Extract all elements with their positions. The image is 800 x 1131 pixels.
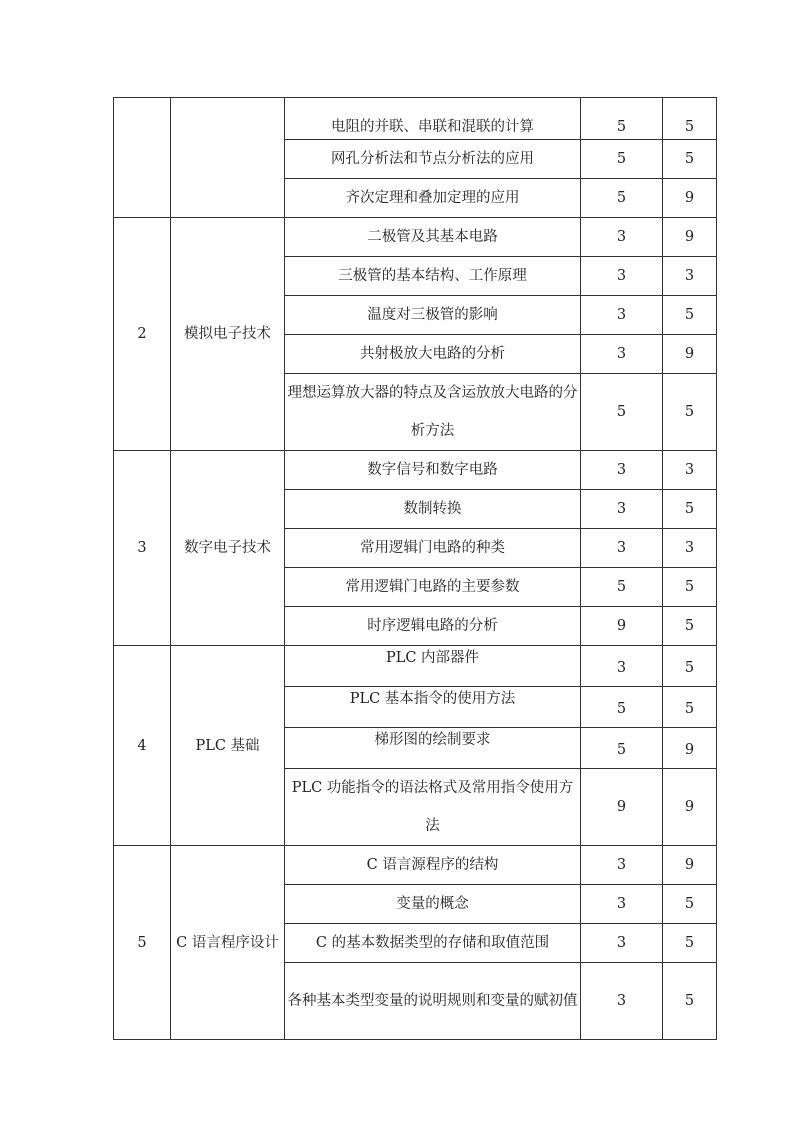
group-number-cell: 5 [114,846,171,1040]
value-cell-col5: 5 [663,374,717,451]
value-cell-col4: 9 [581,607,663,646]
content-cell: 温度对三极管的影响 [285,296,581,335]
value-cell-col5: 5 [663,296,717,335]
value-cell-col5: 9 [663,218,717,257]
value-cell-col5: 9 [663,728,717,769]
value-cell-col5: 9 [663,179,717,218]
value-cell-col5: 9 [663,846,717,885]
value-cell-col4: 9 [581,769,663,846]
group-number-cell: 4 [114,646,171,846]
group-number-cell: 3 [114,451,171,646]
value-cell-col4: 5 [581,98,663,140]
content-cell: 共射极放大电路的分析 [285,335,581,374]
value-cell-col4: 3 [581,490,663,529]
content-cell: C 语言源程序的结构 [285,846,581,885]
value-cell-col5: 5 [663,646,717,687]
value-cell-col5: 3 [663,257,717,296]
group-name-cell [171,98,285,218]
value-cell-col4: 3 [581,451,663,490]
group-name-cell: 模拟电子技术 [171,218,285,451]
table-row [114,451,717,490]
table-row [114,218,717,257]
value-cell-col4: 3 [581,885,663,924]
content-cell: PLC 内部器件 [285,646,581,687]
value-cell-col5: 5 [663,568,717,607]
value-cell-col5: 5 [663,924,717,963]
value-cell-col5: 5 [663,140,717,179]
value-cell-col4: 5 [581,179,663,218]
content-cell: 数制转换 [285,490,581,529]
value-cell-col5: 9 [663,769,717,846]
value-cell-col4: 3 [581,296,663,335]
content-cell: 二极管及其基本电路 [285,218,581,257]
value-cell-col5: 5 [663,98,717,140]
content-cell: C 的基本数据类型的存储和取值范围 [285,924,581,963]
value-cell-col4: 3 [581,529,663,568]
content-cell: PLC 基本指令的使用方法 [285,687,581,728]
content-cell: 齐次定理和叠加定理的应用 [285,179,581,218]
content-cell: 数字信号和数字电路 [285,451,581,490]
value-cell-col4: 5 [581,568,663,607]
value-cell-col5: 5 [663,963,717,1040]
value-cell-col5: 5 [663,885,717,924]
value-cell-col4: 3 [581,963,663,1040]
content-cell: 电阻的并联、串联和混联的计算 [285,98,581,140]
value-cell-col4: 5 [581,687,663,728]
value-cell-col5: 9 [663,335,717,374]
group-number-cell: 2 [114,218,171,451]
value-cell-col4: 3 [581,846,663,885]
group-number-cell [114,98,171,218]
content-cell: 网孔分析法和节点分析法的应用 [285,140,581,179]
value-cell-col5: 5 [663,607,717,646]
value-cell-col4: 5 [581,140,663,179]
value-cell-col5: 5 [663,687,717,728]
value-cell-col4: 3 [581,924,663,963]
value-cell-col5: 5 [663,490,717,529]
content-cell: 常用逻辑门电路的种类 [285,529,581,568]
value-cell-col4: 5 [581,728,663,769]
value-cell-col4: 3 [581,335,663,374]
table-row [114,646,717,687]
syllabus-table [113,97,717,1040]
content-cell: 理想运算放大器的特点及含运放放大电路的分析方法 [285,374,581,451]
content-cell: 梯形图的绘制要求 [285,728,581,769]
value-cell-col5: 3 [663,529,717,568]
value-cell-col4: 3 [581,646,663,687]
content-cell: PLC 功能指令的语法格式及常用指令使用方法 [285,769,581,846]
value-cell-col4: 3 [581,257,663,296]
value-cell-col5: 3 [663,451,717,490]
content-cell: 变量的概念 [285,885,581,924]
content-cell: 三极管的基本结构、工作原理 [285,257,581,296]
content-cell: 常用逻辑门电路的主要参数 [285,568,581,607]
group-name-cell: PLC 基础 [171,646,285,846]
content-cell: 各种基本类型变量的说明规则和变量的赋初值 [285,963,581,1040]
table-row [114,846,717,885]
value-cell-col4: 3 [581,218,663,257]
value-cell-col4: 5 [581,374,663,451]
group-name-cell: C 语言程序设计 [171,846,285,1040]
content-cell: 时序逻辑电路的分析 [285,607,581,646]
group-name-cell: 数字电子技术 [171,451,285,646]
table-row [114,98,717,140]
